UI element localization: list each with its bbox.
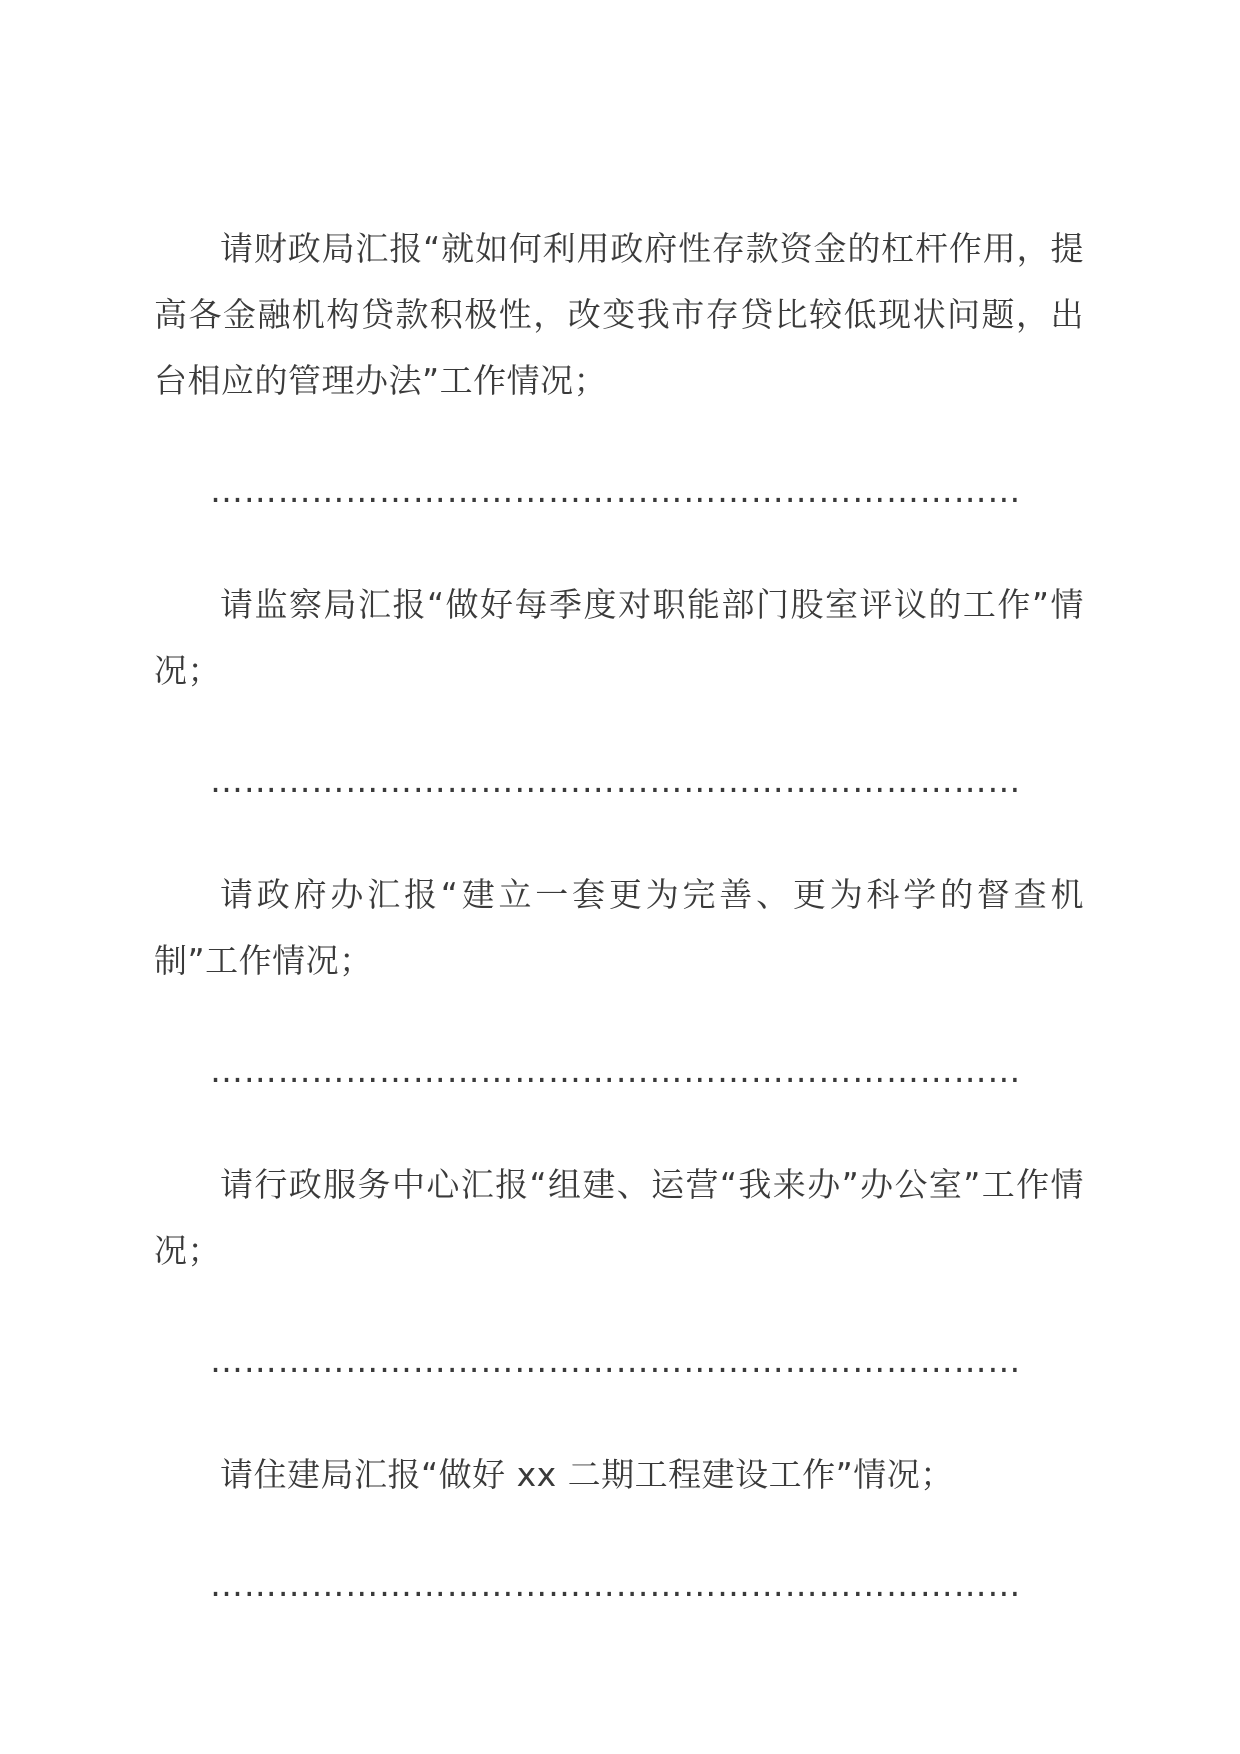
ellipsis-placeholder: ……………………………………………………………… bbox=[210, 1565, 1022, 1604]
ellipsis-placeholder: ……………………………………………………………… bbox=[210, 761, 1022, 800]
report-item-government-office: 请政府办汇报“建立一套更为完善、更为科学的督查机制”工作情况； bbox=[154, 875, 1084, 980]
report-item-service-center: 请行政服务中心汇报“组建、运营“我来办”办公室”工作情况； bbox=[154, 1165, 1084, 1270]
report-item-finance: 请财政局汇报“就如何利用政府性存款资金的杠杆作用，提高各金融机构贷款积极性，改变我市存贷比较低现状问题，出台相应的管理办法”工作情况； bbox=[154, 229, 1084, 400]
report-item-housing-construction: 请住建局汇报“做好 xx 二期工程建设工作”情况； bbox=[220, 1455, 954, 1494]
ellipsis-placeholder: ……………………………………………………………… bbox=[210, 1051, 1022, 1090]
ellipsis-placeholder: ……………………………………………………………… bbox=[210, 471, 1022, 510]
report-item-supervision: 请监察局汇报“做好每季度对职能部门股室评议的工作”情况； bbox=[154, 585, 1084, 690]
ellipsis-placeholder: ……………………………………………………………… bbox=[210, 1341, 1022, 1380]
document-body bbox=[154, 216, 1084, 1618]
